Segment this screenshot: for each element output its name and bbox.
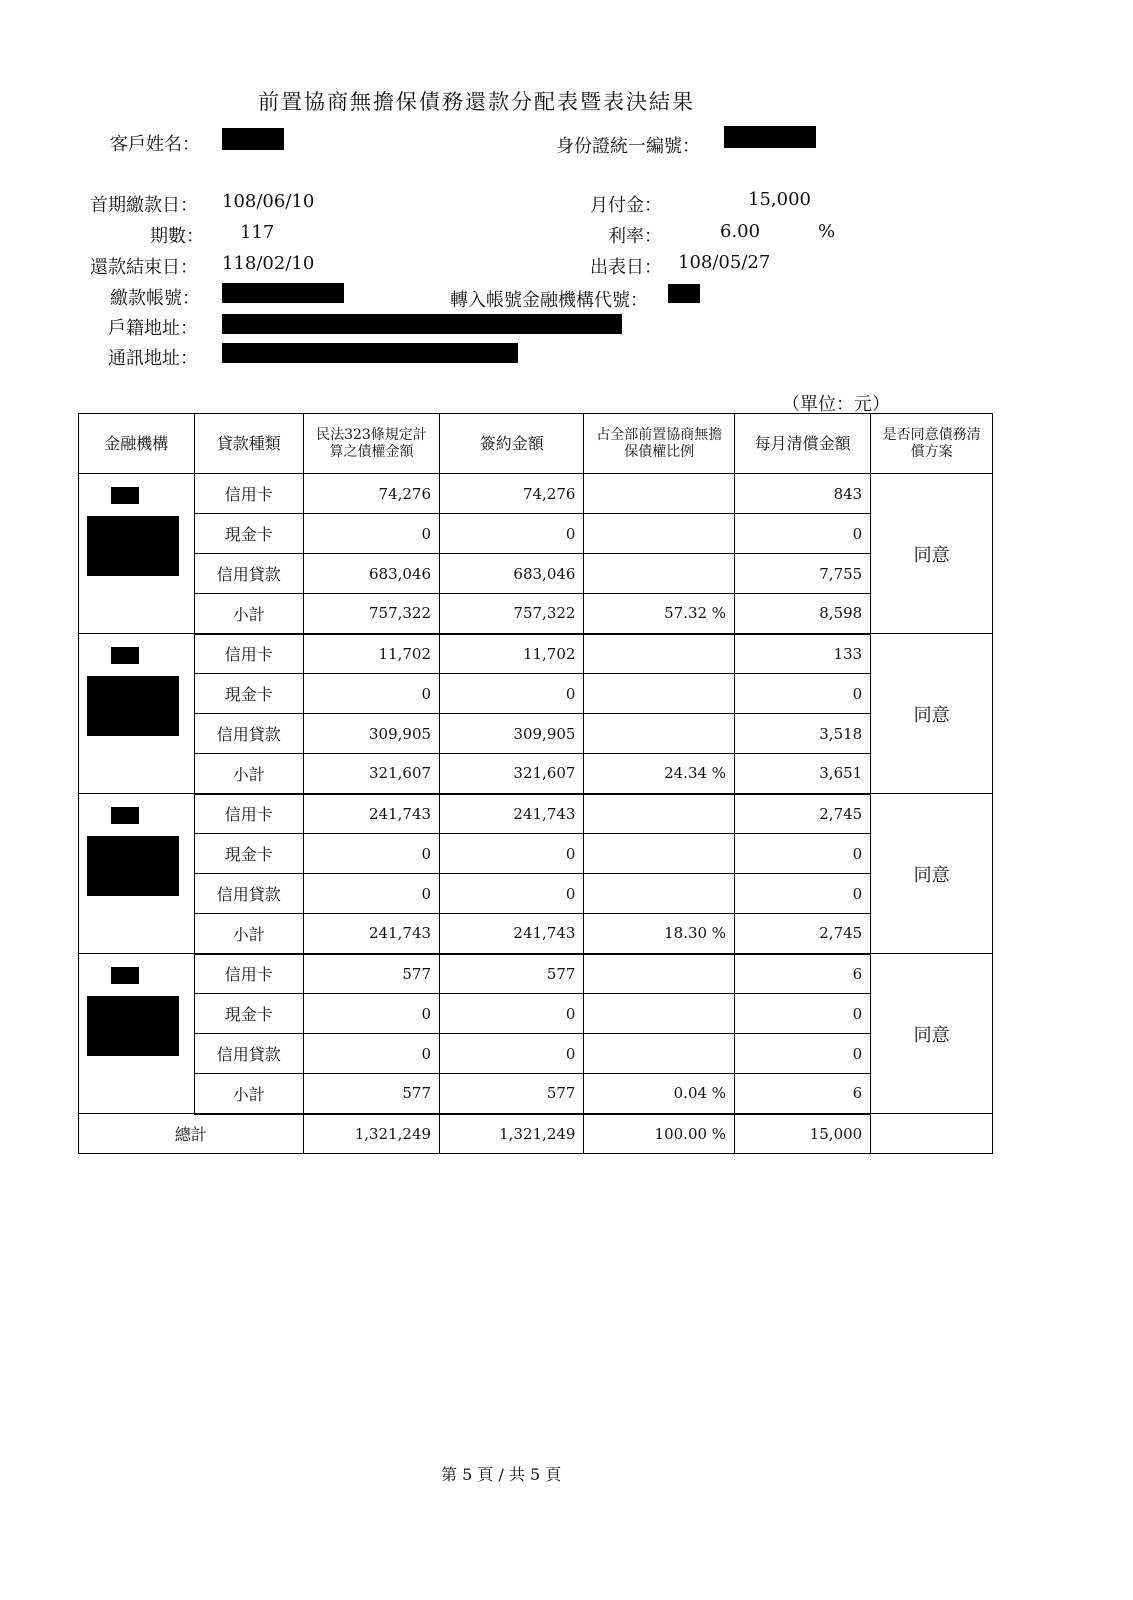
household-address-label: 戶籍地址：	[108, 318, 198, 339]
ratio	[584, 794, 735, 834]
signed-amount: 577	[440, 954, 584, 994]
ratio	[584, 874, 735, 914]
table-row	[79, 634, 993, 674]
ratio: 0.04 %	[584, 1074, 735, 1114]
table-row	[79, 554, 993, 594]
subtotal-row	[79, 914, 993, 954]
customer-name-redaction	[222, 128, 284, 150]
header-ratio: 占全部前置協商無擔保債權比例	[584, 414, 735, 474]
first-payment-value: 108/06/10	[222, 191, 315, 212]
interest-rate-unit: %	[818, 221, 836, 242]
table-row	[79, 994, 993, 1034]
bank-code-redaction	[668, 284, 700, 303]
table-row	[79, 714, 993, 754]
monthly-amount: 843	[735, 474, 871, 514]
claim-amount: 0	[303, 874, 439, 914]
agreement-status: 同意	[871, 954, 993, 1114]
claim-amount: 0	[303, 514, 439, 554]
claim-amount: 241,743	[303, 794, 439, 834]
agreement-status: 同意	[871, 794, 993, 954]
monthly-amount: 0	[735, 1034, 871, 1074]
end-date-label: 還款結束日：	[90, 257, 198, 278]
signed-amount: 11,702	[440, 634, 584, 674]
table-row	[79, 474, 993, 514]
loan-type: 信用貸款	[194, 1034, 303, 1074]
table-row	[79, 674, 993, 714]
monthly-amount: 0	[735, 994, 871, 1034]
interest-rate-label: 利率：	[608, 226, 662, 247]
institution-code-redaction	[111, 647, 139, 664]
document-title: 前置協商無擔保債務還款分配表暨表決結果	[258, 90, 695, 114]
customer-name-label: 客戶姓名：	[110, 134, 200, 155]
ratio	[584, 554, 735, 594]
first-payment-label: 首期繳款日：	[90, 195, 198, 216]
signed-amount: 0	[440, 994, 584, 1034]
monthly-amount: 3,651	[735, 754, 871, 794]
table-row	[79, 834, 993, 874]
loan-type: 現金卡	[194, 514, 303, 554]
header-loan-type: 貸款種類	[194, 414, 303, 474]
claim-amount: 0	[303, 674, 439, 714]
claim-amount: 577	[303, 954, 439, 994]
monthly-payment-value: 15,000	[748, 189, 811, 210]
ratio: 24.34 %	[584, 754, 735, 794]
loan-type: 小計	[194, 914, 303, 954]
ratio: 57.32 %	[584, 594, 735, 634]
signed-amount: 309,905	[440, 714, 584, 754]
table-row	[79, 794, 993, 834]
institution-cell	[79, 954, 195, 1114]
institution-name-redaction	[87, 676, 179, 736]
loan-type: 信用卡	[194, 954, 303, 994]
monthly-amount: 0	[735, 874, 871, 914]
ratio	[584, 714, 735, 754]
subtotal-row	[79, 1074, 993, 1114]
loan-type: 信用貸款	[194, 714, 303, 754]
monthly-amount: 7,755	[735, 554, 871, 594]
agreement-status: 同意	[871, 474, 993, 634]
monthly-payment-label: 月付金：	[590, 195, 662, 216]
claim-amount: 577	[303, 1074, 439, 1114]
ratio	[584, 1034, 735, 1074]
claim-amount: 0	[303, 834, 439, 874]
monthly-amount: 6	[735, 1074, 871, 1114]
monthly-amount: 2,745	[735, 914, 871, 954]
claim-amount: 74,276	[303, 474, 439, 514]
institution-cell	[79, 794, 195, 954]
household-address-redaction	[222, 314, 622, 334]
loan-type: 信用卡	[194, 634, 303, 674]
claim-amount: 0	[303, 994, 439, 1034]
periods-label: 期數：	[150, 226, 204, 247]
ratio	[584, 634, 735, 674]
loan-type: 現金卡	[194, 994, 303, 1034]
claim-amount: 321,607	[303, 754, 439, 794]
payment-account-label: 繳款帳號：	[110, 288, 200, 309]
mailing-address-redaction	[222, 343, 518, 363]
loan-type: 信用貸款	[194, 554, 303, 594]
institution-code-redaction	[111, 487, 139, 504]
table-row	[79, 1034, 993, 1074]
header-signed-amount: 簽約金額	[440, 414, 584, 474]
header-monthly-repayment: 每月清償金額	[735, 414, 871, 474]
claim-amount: 757,322	[303, 594, 439, 634]
id-number-redaction	[724, 126, 816, 148]
monthly-amount: 0	[735, 834, 871, 874]
signed-amount: 321,607	[440, 754, 584, 794]
id-number-label: 身份證統一編號：	[556, 136, 700, 157]
bank-code-label: 轉入帳號金融機構代號：	[450, 290, 648, 311]
header-claim-amount: 民法323條規定計算之債權金額	[303, 414, 439, 474]
agreement-status: 同意	[871, 634, 993, 794]
end-date-value: 118/02/10	[222, 253, 315, 274]
total-monthly-amount: 15,000	[735, 1114, 871, 1154]
subtotal-row	[79, 594, 993, 634]
claim-amount: 0	[303, 1034, 439, 1074]
signed-amount: 0	[440, 1034, 584, 1074]
institution-name-redaction	[87, 516, 179, 576]
table-row	[79, 514, 993, 554]
issue-date-value: 108/05/27	[678, 252, 771, 273]
institution-code-redaction	[111, 807, 139, 824]
table-row	[79, 954, 993, 994]
ratio	[584, 514, 735, 554]
claim-amount: 241,743	[303, 914, 439, 954]
ratio	[584, 834, 735, 874]
mailing-address-label: 通訊地址：	[108, 348, 198, 369]
monthly-amount: 8,598	[735, 594, 871, 634]
unit-note: （單位：元）	[782, 394, 890, 415]
signed-amount: 241,743	[440, 914, 584, 954]
institution-cell	[79, 474, 195, 634]
claim-amount: 11,702	[303, 634, 439, 674]
loan-type: 現金卡	[194, 674, 303, 714]
signed-amount: 74,276	[440, 474, 584, 514]
subtotal-row	[79, 754, 993, 794]
ratio: 18.30 %	[584, 914, 735, 954]
periods-value: 117	[240, 222, 275, 243]
issue-date-label: 出表日：	[590, 257, 662, 278]
monthly-amount: 3,518	[735, 714, 871, 754]
signed-amount: 683,046	[440, 554, 584, 594]
payment-account-redaction	[222, 283, 344, 303]
total-ratio: 100.00 %	[584, 1114, 735, 1154]
total-empty-cell	[871, 1114, 993, 1154]
monthly-amount: 133	[735, 634, 871, 674]
claim-amount: 683,046	[303, 554, 439, 594]
monthly-amount: 2,745	[735, 794, 871, 834]
signed-amount: 757,322	[440, 594, 584, 634]
header-institution: 金融機構	[79, 414, 195, 474]
signed-amount: 0	[440, 874, 584, 914]
total-signed-amount: 1,321,249	[440, 1114, 584, 1154]
page-number: 第 5 頁 / 共 5 頁	[441, 1465, 562, 1484]
table-header-row	[79, 414, 993, 474]
signed-amount: 577	[440, 1074, 584, 1114]
ratio	[584, 674, 735, 714]
signed-amount: 0	[440, 834, 584, 874]
ratio	[584, 994, 735, 1034]
claim-amount: 309,905	[303, 714, 439, 754]
institution-cell	[79, 634, 195, 794]
monthly-amount: 6	[735, 954, 871, 994]
table-row	[79, 874, 993, 914]
repayment-allocation-table	[78, 413, 993, 1154]
loan-type: 小計	[194, 1074, 303, 1114]
total-label: 總計	[79, 1114, 304, 1154]
signed-amount: 241,743	[440, 794, 584, 834]
ratio	[584, 954, 735, 994]
loan-type: 小計	[194, 594, 303, 634]
loan-type: 小計	[194, 754, 303, 794]
total-row	[79, 1114, 993, 1154]
total-claim-amount: 1,321,249	[303, 1114, 439, 1154]
loan-type: 信用卡	[194, 474, 303, 514]
signed-amount: 0	[440, 674, 584, 714]
loan-type: 現金卡	[194, 834, 303, 874]
institution-code-redaction	[111, 967, 139, 984]
loan-type: 信用貸款	[194, 874, 303, 914]
header-agreement: 是否同意債務清償方案	[871, 414, 993, 474]
institution-name-redaction	[87, 996, 179, 1056]
monthly-amount: 0	[735, 674, 871, 714]
loan-type: 信用卡	[194, 794, 303, 834]
ratio	[584, 474, 735, 514]
monthly-amount: 0	[735, 514, 871, 554]
signed-amount: 0	[440, 514, 584, 554]
institution-name-redaction	[87, 836, 179, 896]
interest-rate-value: 6.00	[720, 221, 761, 242]
